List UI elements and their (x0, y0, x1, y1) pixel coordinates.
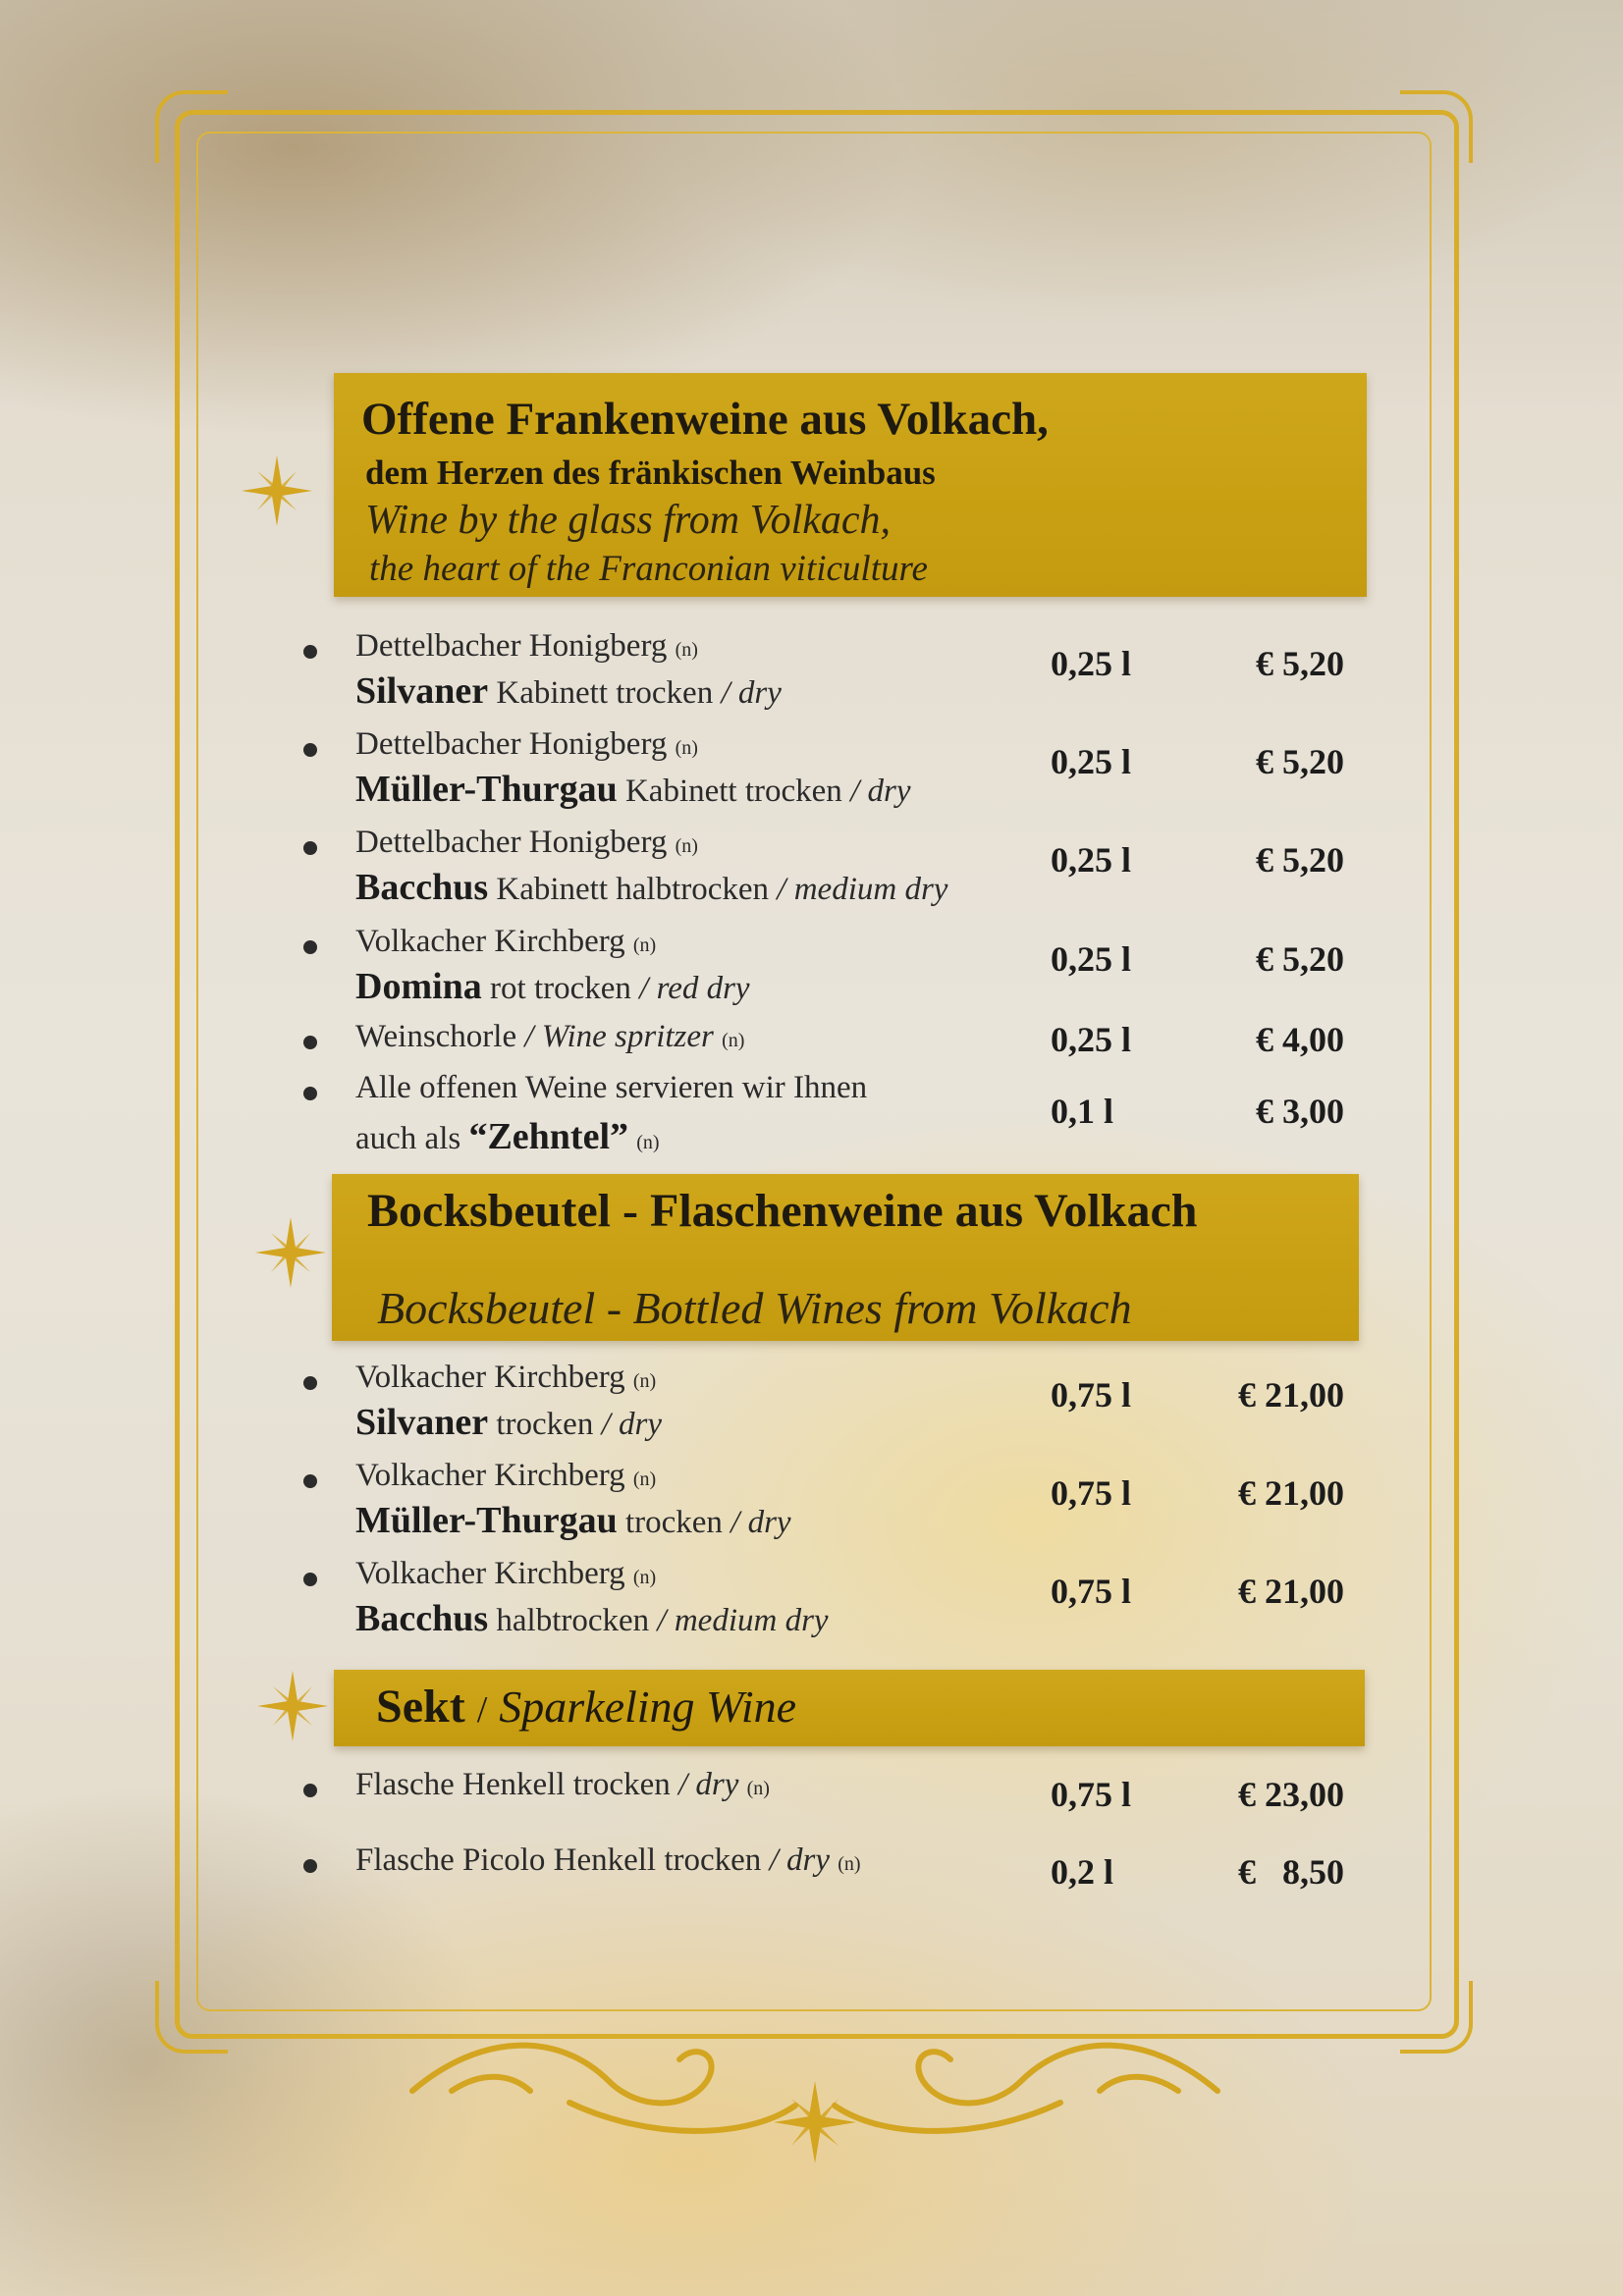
wine-description: trocken (496, 1407, 594, 1442)
zehntel-note: Alle offenen Weine servieren wir Ihnen (355, 1070, 868, 1105)
price: € 8,50 (1238, 1852, 1344, 1892)
grape-name: Bacchus (355, 1598, 489, 1639)
wine-description-english: / medium dry (777, 872, 948, 907)
bullet (303, 1087, 317, 1100)
volume: 0,25 l (1051, 939, 1132, 979)
section-title-english: Wine by the glass from Volkach, (365, 498, 892, 543)
price: € 4,00 (1256, 1020, 1344, 1059)
tag: (n) (675, 835, 698, 857)
wine-description: Kabinett halbtrocken (496, 872, 770, 907)
wine-description: Kabinett trocken (496, 675, 714, 711)
section-banner-bottled-wines (332, 1174, 1359, 1341)
tag: (n) (636, 1132, 660, 1153)
grape-name: Müller-Thurgau (355, 769, 618, 810)
tag: (n) (632, 934, 657, 956)
separator: / (476, 1689, 488, 1731)
grape-name: Müller-Thurgau (355, 1500, 618, 1541)
frame-corner-bottom-left (155, 1981, 228, 2054)
volume: 0,25 l (1051, 742, 1132, 781)
volume: 0,25 l (1051, 644, 1132, 683)
price: € 5,20 (1256, 840, 1344, 880)
star-ornament-icon (238, 452, 316, 530)
frame-corner-bottom-right (1400, 1981, 1473, 2054)
section-banner-open-wines (334, 373, 1367, 597)
bullet (303, 841, 317, 855)
volume: 0,75 l (1051, 1473, 1132, 1513)
wine-description-english: / dry (677, 1767, 739, 1802)
wine-description-english: / dry (769, 1842, 830, 1878)
tag: (n) (722, 1030, 745, 1051)
wine-description: Kabinett trocken (624, 774, 842, 809)
wine-origin: Volkacher Kirchberg (355, 1556, 625, 1591)
wine-description-english: / dry (721, 675, 782, 711)
wine-origin: Dettelbacher Honigberg (355, 628, 668, 664)
tag: (n) (632, 1468, 657, 1490)
section-banner-sekt (334, 1670, 1365, 1746)
volume: 0,75 l (1051, 1572, 1132, 1611)
wine-name: Flasche Henkell trocken (355, 1767, 671, 1802)
wine-description-english: / dry (730, 1505, 791, 1540)
tag: (n) (632, 1567, 657, 1588)
price: € 21,00 (1238, 1473, 1344, 1513)
grape-name: Bacchus (355, 867, 489, 908)
bullet (303, 1376, 317, 1390)
volume: 0,75 l (1051, 1375, 1132, 1415)
grape-name: Silvaner (355, 670, 489, 712)
price: € 3,00 (1256, 1092, 1344, 1131)
volume: 0,25 l (1051, 1020, 1132, 1059)
star-ornament-icon (251, 1213, 330, 1292)
tag: (n) (746, 1778, 770, 1799)
price: € 5,20 (1256, 644, 1344, 683)
wine-description-english: / dry (850, 774, 911, 809)
section-title-english: Sparkeling Wine (499, 1682, 797, 1732)
section-title-english: Bocksbeutel - Bottled Wines from Volkach (377, 1283, 1132, 1333)
grape-name: Domina (355, 966, 482, 1007)
wine-description-english: / red dry (639, 971, 750, 1006)
tag: (n) (838, 1853, 861, 1875)
wine-description: halbtrocken (496, 1603, 650, 1638)
section-title: Sekt (376, 1681, 465, 1733)
price: € 21,00 (1238, 1572, 1344, 1611)
volume: 0,2 l (1051, 1852, 1114, 1892)
price: € 23,00 (1238, 1775, 1344, 1814)
wine-name: Weinschorle (355, 1019, 517, 1054)
volume: 0,75 l (1051, 1775, 1132, 1814)
wine-origin: Volkacher Kirchberg (355, 1360, 625, 1395)
section-subtitle: dem Herzen des fränkischen Weinbaus (365, 454, 936, 492)
wine-description: rot trocken (490, 971, 631, 1006)
wine-origin: Volkacher Kirchberg (355, 924, 625, 959)
grape-name: Silvaner (355, 1402, 489, 1443)
wine-name-english: Wine spritzer (541, 1019, 714, 1054)
section-title: Offene Frankenweine aus Volkach, (361, 394, 1049, 445)
wine-description: trocken (624, 1505, 723, 1540)
wine-origin: Dettelbacher Honigberg (355, 726, 668, 762)
separator: / (524, 1019, 534, 1054)
bullet (303, 1573, 317, 1586)
tag: (n) (675, 737, 698, 759)
wine-origin: Dettelbacher Honigberg (355, 825, 668, 860)
wine-description-english: / medium dry (657, 1603, 829, 1638)
bullet (303, 1474, 317, 1488)
zehntel-highlight: “Zehntel” (468, 1116, 629, 1157)
bullet (303, 1784, 317, 1797)
section-subtitle-english: the heart of the Franconian viticulture (369, 549, 928, 589)
bullet (303, 1036, 317, 1049)
frame-corner-top-left (155, 90, 228, 163)
tag: (n) (675, 639, 698, 661)
bullet (303, 1859, 317, 1873)
price: € 5,20 (1256, 742, 1344, 781)
price: € 21,00 (1238, 1375, 1344, 1415)
frame-corner-top-right (1400, 90, 1473, 163)
section-title: Bocksbeutel - Flaschenweine aus Volkach (367, 1185, 1198, 1237)
bullet (303, 940, 317, 954)
price: € 5,20 (1256, 939, 1344, 979)
star-ornament-icon (253, 1667, 332, 1745)
volume: 0,1 l (1051, 1092, 1114, 1131)
bullet (303, 645, 317, 659)
wine-origin: Volkacher Kirchberg (355, 1458, 625, 1493)
zehntel-prefix: auch als (355, 1121, 461, 1156)
wine-name: Flasche Picolo Henkell trocken (355, 1842, 762, 1878)
tag: (n) (632, 1370, 657, 1392)
bullet (303, 743, 317, 757)
volume: 0,25 l (1051, 840, 1132, 880)
scroll-ornament-icon (393, 2012, 1237, 2169)
wine-description-english: / dry (601, 1407, 662, 1442)
